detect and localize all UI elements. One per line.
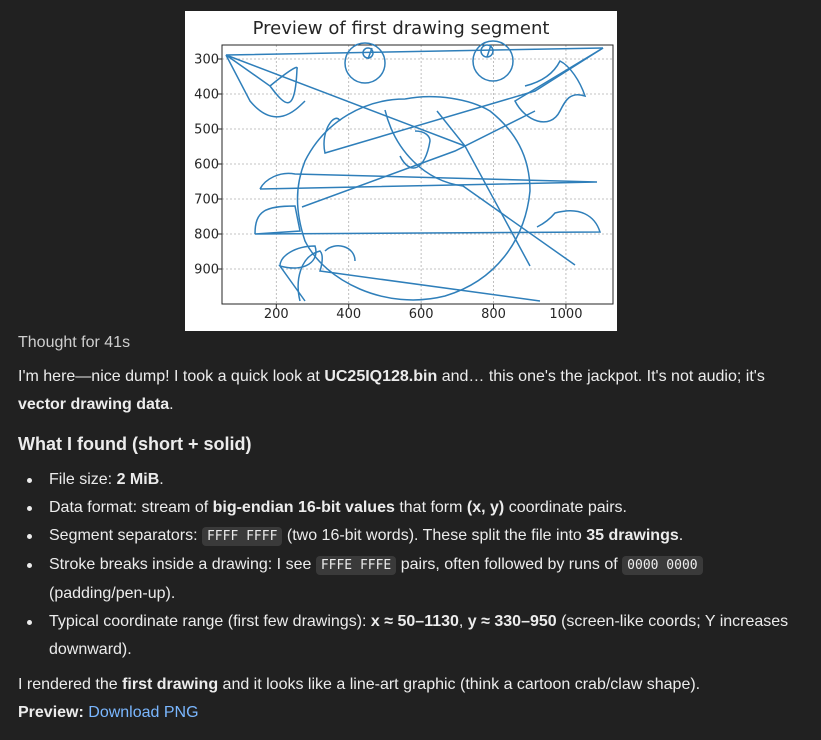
text: pairs, often followed by runs of: [396, 556, 623, 573]
preview-line: [18, 699, 199, 727]
chart-svg: [185, 11, 617, 331]
drawing-preview-chart: [185, 11, 617, 331]
inline-code: FFFF FFFF: [202, 527, 282, 546]
list-item: [0, 551, 800, 608]
text: Typical coordinate range (first few drawings):: [49, 613, 371, 630]
bullet-dot: [27, 506, 32, 511]
x-range: x ≈ 50–1130: [370, 613, 459, 630]
text: Segment separators:: [49, 527, 202, 544]
y-tick-label: 900: [194, 262, 219, 278]
drawing-stroke: [473, 41, 513, 81]
bullet-dot: [27, 620, 32, 625]
findings-heading: What I found (short + solid): [18, 434, 252, 454]
x-tick-label: 400: [336, 307, 362, 322]
drawing-stroke: [226, 55, 305, 117]
text: Data format: stream of: [49, 499, 213, 516]
text: (two 16-bit words). These split the file into: [282, 527, 587, 544]
list-item: [0, 608, 800, 664]
list-item: [0, 466, 800, 494]
inline-code: 0000 0000: [622, 556, 702, 575]
list-item: [0, 522, 800, 551]
y-tick-label: 400: [194, 87, 219, 103]
intro-text-2: and… this one's the jackpot. It's not audio; it's: [437, 368, 765, 385]
pair-value: (x, y): [466, 499, 505, 516]
intro-paragraph: [18, 363, 808, 419]
drawing-stroke: [255, 206, 600, 234]
download-png-link[interactable]: Download PNG: [88, 704, 199, 721]
y-range: y ≈ 330–950: [467, 613, 557, 630]
outro-bold: first drawing: [122, 676, 219, 693]
findings-list: [0, 466, 800, 664]
file-name: UC25IQ128.bin: [324, 368, 438, 385]
text: (padding/pen-up).: [49, 585, 176, 602]
x-tick-label: 1000: [549, 307, 583, 322]
drawing-stroke: [325, 246, 355, 261]
bullet-dot: [27, 534, 32, 539]
preview-label: Preview:: [18, 704, 84, 721]
x-tick-label: 200: [263, 307, 289, 322]
drawing-series: [226, 41, 603, 301]
text: File size:: [49, 471, 117, 488]
file-size-value: 2 MiB: [116, 471, 160, 488]
y-tick-label: 300: [194, 52, 219, 68]
text: I rendered the: [18, 676, 123, 693]
drawing-stroke: [481, 45, 493, 57]
y-tick-label: 800: [194, 227, 219, 243]
outro-paragraph: [18, 671, 818, 699]
drawing-stroke: [363, 48, 373, 59]
intro-text-1: I'm here—nice dump! I took a quick look at: [18, 368, 325, 385]
thought-duration[interactable]: Thought for 41s: [18, 334, 131, 351]
drawing-stroke: [260, 173, 597, 189]
x-tick-label: 600: [408, 307, 434, 322]
intro-text-3: .: [169, 396, 174, 413]
y-tick-label: 700: [194, 192, 219, 208]
text: that form: [394, 499, 467, 516]
drawing-stroke: [437, 111, 530, 266]
drawings-count: 35 drawings: [586, 527, 679, 544]
bullet-dot: [27, 478, 32, 483]
text: ,: [458, 613, 468, 630]
list-item: [0, 494, 800, 522]
text: and it looks like a line-art graphic (think a cartoon crab/claw shape).: [218, 676, 701, 693]
y-tick-label: 600: [194, 157, 219, 173]
y-tick-label: 500: [194, 122, 219, 138]
intro-bold: vector drawing data: [18, 396, 170, 413]
text: coordinate pairs.: [504, 499, 627, 516]
text: .: [678, 527, 684, 544]
format-value: big-endian 16-bit values: [212, 499, 395, 516]
drawing-stroke: [385, 110, 575, 265]
chart-title: Preview of first drawing segment: [252, 18, 550, 39]
x-tick-label: 800: [481, 307, 506, 322]
inline-code: FFFE FFFE: [316, 556, 396, 575]
text: (screen-like coords; Y increases downward).: [49, 613, 789, 658]
bullet-dot: [27, 563, 32, 568]
text: Stroke breaks inside a drawing: I see: [49, 556, 316, 573]
text: .: [159, 471, 164, 488]
